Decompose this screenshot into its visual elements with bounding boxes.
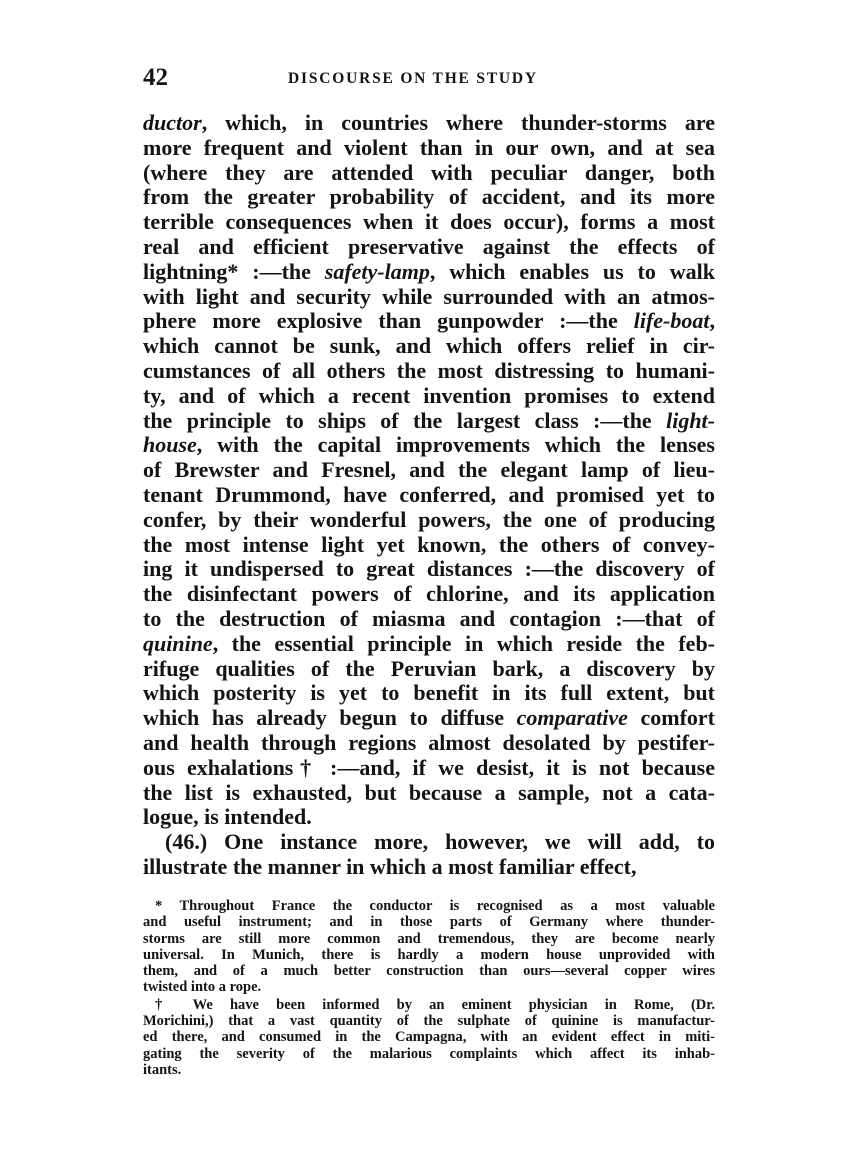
body-line (143, 409, 715, 434)
footnote-line: Morichini,) that a vast quantity of the sulphate of quinine is manufactur- (143, 1013, 715, 1030)
footnote-line: universal. In Munich, there is hardly a modern house unprovided with (143, 946, 715, 963)
footnote-line: gating the severity of the malarious complaints which affect its inhab- (143, 1045, 715, 1062)
italic-term: house (143, 432, 197, 458)
body-line (143, 111, 715, 136)
text-run: ty, and of which a recent invention promises to extend (143, 382, 715, 408)
body-line (143, 855, 715, 880)
text-run: terrible consequences when it does occur), forms a most (143, 209, 715, 235)
body-text (143, 111, 715, 880)
text-run: which cannot be sunk, and which offers relief in cir- (143, 333, 715, 359)
text-run: (46.) One instance more, however, we will add, to (165, 829, 715, 855)
text-run: the most intense light yet known, the others of convey- (143, 531, 715, 557)
italic-term: comparative (516, 705, 628, 731)
body-line (143, 533, 715, 558)
text-run: , which enables us to walk (429, 258, 715, 284)
body-line (143, 260, 715, 285)
text-run: , with the capital improvements which the lenses (196, 432, 715, 458)
footnote-line: storms are still more common and tremendous, they are become nearly (143, 930, 715, 947)
text-run: comfort (627, 705, 715, 731)
body-line (143, 483, 715, 508)
text-run: the disinfectant powers of chlorine, and its application (143, 581, 715, 607)
text-run: illustrate the manner in which a most familiar effect, (143, 853, 637, 879)
footnotes (143, 898, 715, 1078)
body-line (143, 433, 715, 458)
body-line (143, 235, 715, 260)
body-line (143, 681, 715, 706)
body-line (143, 557, 715, 582)
body-line (143, 136, 715, 161)
body-line (143, 781, 715, 806)
text-run: (where they are attended with peculiar danger, both (143, 159, 715, 185)
body-line (143, 830, 715, 855)
text-run: the list is exhausted, but because a sample, not a cata- (143, 779, 715, 805)
text-run: ing it undispersed to great distances :—the discovery of (143, 556, 715, 582)
body-line (143, 161, 715, 186)
body-line (143, 384, 715, 409)
body-line (143, 185, 715, 210)
body-line (143, 508, 715, 533)
text-run: with light and security while surrounded with an atmos- (143, 283, 715, 309)
italic-term: safety-lamp (324, 258, 430, 284)
footnote-line: and useful instrument; and in those parts of Germany where thunder- (143, 914, 715, 931)
text-run: to the destruction of miasma and contagion :—that of (143, 605, 715, 631)
text-run: and health through regions almost desolated by pestifer- (143, 729, 715, 755)
text-run: rifuge qualities of the Peruvian bark, a discovery by (143, 655, 715, 681)
footnote-line: itants. (143, 1061, 182, 1078)
italic-term: life-boat (633, 308, 710, 334)
body-line (143, 607, 715, 632)
text-run: logue, is intended. (143, 804, 312, 830)
footnote-line: ed there, and consumed in the Campagna, with an evident effect in miti- (143, 1029, 715, 1046)
text-run: cumstances of all others the most distressing to humani- (143, 357, 715, 383)
text-run: more frequent and violent than in our own, and at sea (143, 134, 715, 160)
page-header (143, 64, 715, 98)
italic-term: light- (666, 407, 715, 433)
text-run: , (709, 308, 715, 334)
text-run: confer, by their wonderful powers, the one of producing (143, 506, 715, 532)
text-run: real and efficient preservative against the effects of (143, 233, 715, 259)
page-number: 42 (143, 64, 168, 91)
text-run: tenant Drummond, have conferred, and promised yet to (143, 481, 715, 507)
text-run: of Brewster and Fresnel, and the elegant lamp of lieu- (143, 457, 715, 483)
body-line (143, 359, 715, 384)
body-line (143, 632, 715, 657)
body-line (143, 756, 715, 781)
body-line (143, 805, 715, 830)
text-run: , the essential principle in which reside the feb- (212, 630, 715, 656)
body-line (143, 657, 715, 682)
footnote-line: them, and of a much better construction than ours—several copper wires (143, 963, 715, 980)
footnote-line: twisted into a rope. (143, 979, 262, 996)
body-line (143, 582, 715, 607)
running-head: DISCOURSE ON THE STUDY (288, 70, 538, 87)
text-run: the principle to ships of the largest class :—the (143, 407, 667, 433)
text-run: which posterity is yet to benefit in its full extent, but (143, 680, 715, 706)
body-line (143, 285, 715, 310)
footnote-line: † We have been informed by an eminent physician in Rome, (Dr. (155, 996, 715, 1013)
body-line (143, 458, 715, 483)
body-line (143, 731, 715, 756)
text-run: from the greater probability of accident, and its more (143, 184, 715, 210)
body-line (143, 334, 715, 359)
text-run: ous exhalations† :—and, if we desist, it is not because (143, 754, 715, 780)
text-run: , which, in countries where thunder-storms are (201, 110, 715, 135)
italic-term: quinine (143, 630, 213, 656)
text-run: phere more explosive than gunpowder :—the (143, 308, 634, 334)
body-line (143, 706, 715, 731)
body-line (143, 309, 715, 334)
text-run: which has already begun to diffuse (143, 705, 517, 731)
text-run: lightning* :—the (143, 258, 325, 284)
italic-term: ductor (143, 110, 202, 135)
footnote-line: * Throughout France the conductor is recognised as a most valuable (155, 898, 715, 914)
body-line (143, 210, 715, 235)
